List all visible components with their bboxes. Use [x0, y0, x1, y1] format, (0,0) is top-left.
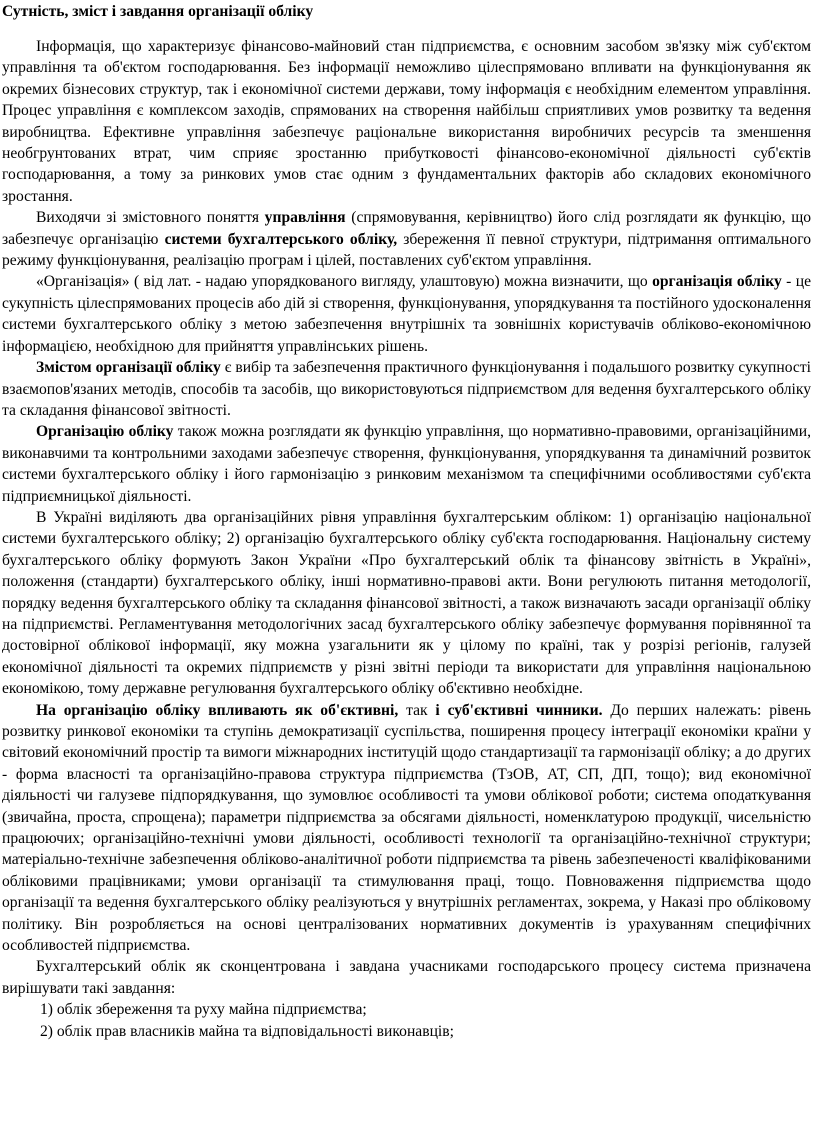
- text-span: - це сукупність цілеспрямованих процесів або дій зі створення, функціонування, упорядкування та постійного удосконалення системи бухгалтерського обліку з метою забезпечення внутрішніх та зовнішніх користувачів обліково-економічною інформацією, необхідною для прийняття управлінських рішень.: [2, 273, 812, 355]
- bold-term-organization: Організацію обліку: [36, 423, 174, 441]
- bold-term-management: управління: [264, 209, 346, 227]
- paragraph-organization-content: [2, 357, 811, 421]
- paragraph-management: [2, 207, 811, 271]
- text-span: збереження її певної структури, підтримання оптимального режиму функціонування, реалізацію програм і цілей, поставлених суб'єктом управління.: [2, 230, 811, 270]
- text-span: (спрямовування, керівництво) його слід розглядати як функцію, що забезпечує організацію: [2, 209, 811, 248]
- paragraph-information: Інформація, що характеризує фінансово-майновий стан підприємства, є основним засобом зв'язку між суб'єктом управління та об'єктом господарювання. Без інформації неможливо цілеспрямовано впливати на функціонування як окремих бізнесових структур, так і економічної системи держави, тому інформація є необхідним елементом управління. Процес управління є комплексом заходів, спрямованих на створення найбільш сприятливих умов розвитку та ведення виробництва. Ефективне управління забезпечує раціональне використання виробничих ресурсів та зменшення необгрунтованих втрат, чим сприяє зростанню прибутковості фінансово-економічної діяльності суб'єктів господарювання, а тому за ринкових умов стає одним з фундаментальних факторів або складових економічного зростання.: [2, 38, 811, 205]
- paragraph-tasks-intro: Бухгалтерський облік як сконцентрована і завдана учасниками господарського процесу система призначена вирішувати такі завдання:: [2, 958, 811, 997]
- text-span: так: [398, 701, 436, 719]
- text-span: «Організація» ( від лат. - надаю упорядкованого вигляду, улаштовую) можна визначити, що: [36, 273, 653, 291]
- text-span: Виходячи зі змістовного поняття: [36, 209, 265, 227]
- paragraph-factors: [2, 700, 811, 957]
- bold-term-accounting-system: системи бухгалтерського обліку,: [164, 230, 398, 248]
- bold-term-subjective: і суб'єктивні чинники.: [435, 701, 603, 719]
- bold-term-accounting-organization: організація обліку: [652, 273, 782, 291]
- paragraph-organization-function: [2, 421, 811, 507]
- bold-term-content: Змістом організації обліку: [36, 359, 221, 377]
- list-item: 1) облік збереження та руху майна підприємства;: [40, 1001, 367, 1019]
- text-span: також можна розглядати як функцію управління, що нормативно-правовими, організаційними, виконавчими та контрольними заходами забезпечує створення, функціонування, упорядкування та динамічний розвиток системи бухгалтерського обліку і його гармонізацію з ринковим механізмом та специфічними особливостями суб'єкта підприємницької діяльності.: [2, 423, 811, 505]
- text-span: є вибір та забезпечення практичного функціонування і подальшого розвитку сукупності взаємопов'язаних методів, способів та засобів, що використовуються підприємством для ведення бухгалтерського обліку та складання фінансової звітності.: [2, 359, 811, 419]
- page-title: Сутність, зміст і завдання організації обліку: [2, 3, 314, 20]
- list-item: 2) облік прав власників майна та відповідальності виконавців;: [40, 1022, 454, 1040]
- paragraph-ukraine-levels: В Україні виділяють два організаційних рівня управління бухгалтерським обліком: 1) організацію національної системи бухгалтерського обліку; 2) організацію бухгалтерського обліку суб'єкта господарювання. Національну систему бухгалтерського обліку формують Закон України «Про бухгалтерський облік та фінансову звітність в Україні», положення (стандарти) бухгалтерського обліку, інші нормативно-правові акти. Вони регулюють питання методології, порядку ведення бухгалтерського обліку та складання фінансової звітності, а також визначають засади організації обліку на підприємстві. Регламентування методологічних засад бухгалтерського обліку забезпечує формування порівнянної та достовірної облікової інформації, яку можна узагальнити як у цілому по країні, так у розрізі регіонів, галузей економічної діяльності та окремих підприємств у різні звітні періоди та використати для управління національною економікою, тому державне регулювання бухгалтерського обліку об'єктивно необхідне.: [2, 508, 811, 698]
- paragraph-organization-definition: [2, 271, 811, 357]
- text-span: До перших належать: рівень розвитку ринкової економіки та ступінь демократизації суспільства, поширення процесу інтеграції економіки країни у світовий економічний простір та вимоги міжнародних інституцій щодо стандартизації та гармонізації обліку; а до других - форма власності та організаційно-правова структура підприємства (ТзОВ, АТ, СП, ДП, тощо); вид економічної діяльності чи галузеве підпорядкування, що зумовлює особливості та умови облікової роботи; система оподаткування (звичайна, проста, спрощена); параметри підприємства за обсягами діяльності, номенклатурою продукції, чисельністю працюючих; організаційно-технічні умови діяльності, особливості технології та організаційно-технічної структури; матеріально-технічне забезпечення обліково-аналітичної роботи підприємства та рівень забезпеченості кваліфікованими обліковими працівниками; умови організації та стимулювання праці, тощо. Повноваження підприємства щодо організації та ведення бухгалтерського обліку реалізуються у внутрішніх регламентах, зокрема, у Наказі про обліковому політику. Він розробляється на основі централізованих нормативних документів із урахуванням специфічних особливостей підприємства.: [2, 701, 811, 955]
- bold-term-objective: На організацію обліку впливають як об'єктивні,: [36, 701, 399, 719]
